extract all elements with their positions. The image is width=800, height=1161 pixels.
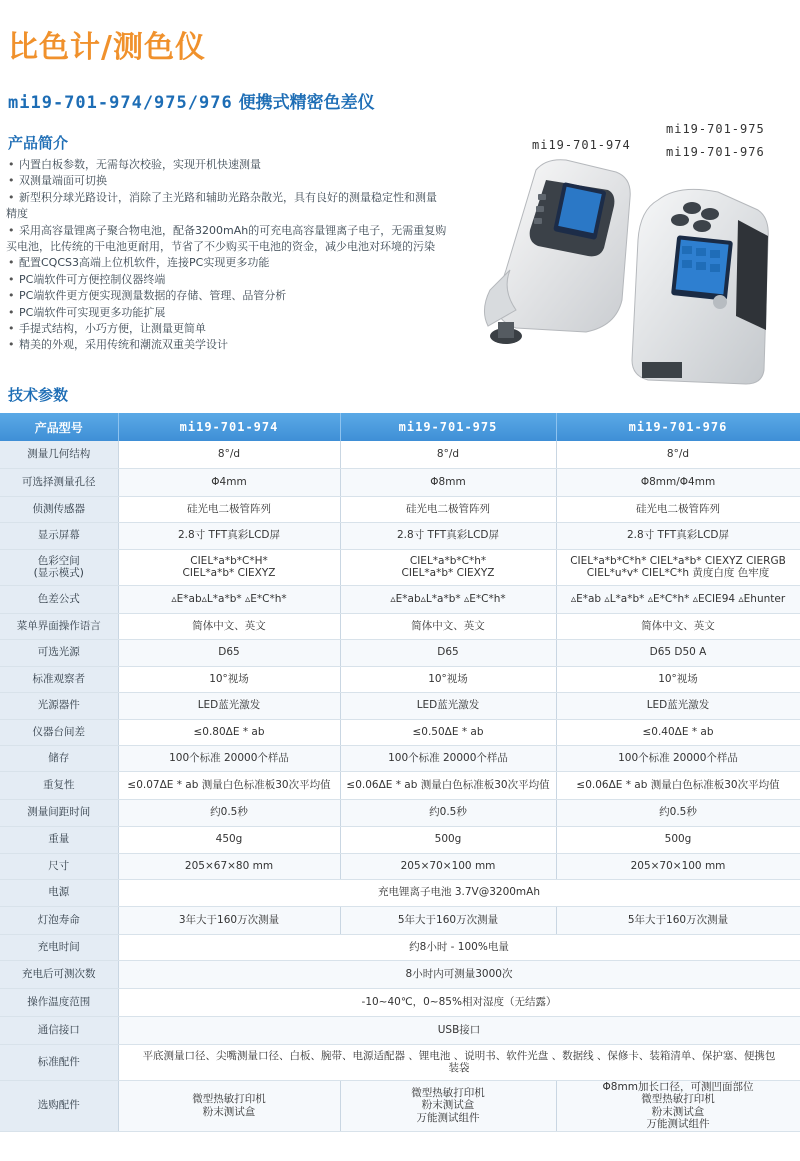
spec-row [0, 1044, 800, 1080]
spec-cell: ≤0.50ΔE * ab [340, 719, 556, 745]
product-title [8, 88, 375, 113]
spec-cell: 微型热敏打印机 粉末测试盒 [118, 1080, 340, 1131]
spec-heading: 技术参数 [8, 386, 69, 404]
feature-item: • PC端软件更方便实现测量数据的存储、管理、品管分析 [6, 288, 506, 304]
spec-header-976: mi19-701-976 [556, 413, 800, 441]
spec-cell: D65 [340, 639, 556, 666]
spec-row [0, 468, 800, 496]
spec-cell-shared: USB接口 [118, 1016, 800, 1044]
spec-header-974: mi19-701-974 [118, 413, 340, 441]
spec-header-975: mi19-701-975 [340, 413, 556, 441]
spec-row-label: 可选光源 [0, 639, 118, 666]
feature-item: • 新型积分球光路设计，消除了主光路和辅助光路杂散光，具有良好的测量稳定性和测量 [6, 190, 506, 206]
spec-cell: 205×70×100 mm [556, 853, 800, 879]
spec-cell-shared: -10~40℃，0~85%相对湿度（无结露） [118, 988, 800, 1016]
spec-cell: 500g [340, 826, 556, 853]
spec-row-label: 色彩空间 (显示模式) [0, 549, 118, 585]
spec-cell-shared: 约8小时 - 100%电量 [118, 934, 800, 960]
spec-cell: 简体中文、英文 [340, 613, 556, 639]
spec-cell: 微型热敏打印机 粉末测试盒 万能测试组件 [340, 1080, 556, 1131]
image-label-974: mi19-701-974 [532, 138, 631, 152]
spec-header-label: 产品型号 [0, 413, 118, 441]
spec-row-label: 测量几何结构 [0, 441, 118, 468]
spec-row-label: 菜单界面操作语言 [0, 613, 118, 639]
spec-row-label: 灯泡寿命 [0, 906, 118, 934]
spec-cell: ≤0.06ΔE * ab 测量白色标准板30次平均值 [340, 771, 556, 799]
spec-row-label: 重复性 [0, 771, 118, 799]
spec-cell: 硅光电二极管阵列 [556, 496, 800, 522]
spec-cell-shared: 平底测量口径、尖嘴测量口径、白板、腕带、电源适配器 、锂电池 、说明书、软件光盘 、数据线 、保修卡、装箱清单、保护塞、便携包 装袋 [118, 1044, 800, 1080]
feature-item: • PC端软件可方便控制仪器终端 [6, 272, 506, 288]
spec-cell: Φ8mm/Φ4mm [556, 468, 800, 496]
spec-row [0, 799, 800, 826]
spec-row-label: 重量 [0, 826, 118, 853]
feature-item: • 采用高容量锂离子聚合物电池，配备3200mAh的可充电高容量锂离子电子，无需重复购 [6, 223, 506, 239]
spec-row-label: 通信接口 [0, 1016, 118, 1044]
spec-cell: D65 [118, 639, 340, 666]
spec-cell: ▵E*ab ▵L*a*b* ▵E*C*h* ▵ECIE94 ▵Ehunter [556, 585, 800, 613]
spec-row [0, 906, 800, 934]
spec-row [0, 666, 800, 692]
spec-cell: ▵E*ab▵L*a*b* ▵E*C*h* [340, 585, 556, 613]
spec-row [0, 988, 800, 1016]
feature-item: • 精美的外观，采用传统和潮流双重美学设计 [6, 337, 506, 353]
page-title: 比色计/测色仪 [8, 30, 206, 65]
spec-row-label: 充电后可测次数 [0, 960, 118, 988]
spec-row [0, 549, 800, 585]
product-code: mi19-701-974/975/976 [8, 93, 233, 113]
feature-item: • 双测量端面可切换 [6, 173, 506, 189]
spec-row [0, 639, 800, 666]
spec-cell: 简体中文、英文 [118, 613, 340, 639]
spec-row [0, 853, 800, 879]
spec-row-label: 标准配件 [0, 1044, 118, 1080]
spec-row-label: 侦测传感器 [0, 496, 118, 522]
spec-row [0, 1080, 800, 1131]
spec-cell: 2.8寸 TFT真彩LCD屏 [118, 522, 340, 549]
spec-cell: 205×67×80 mm [118, 853, 340, 879]
spec-row-label: 储存 [0, 745, 118, 771]
feature-item: • 配置CQCS3高端上位机软件，连接PC实现更多功能 [6, 255, 506, 271]
image-label-976: mi19-701-976 [666, 145, 765, 159]
spec-cell: 10°视场 [118, 666, 340, 692]
spec-cell: 8°/d [340, 441, 556, 468]
spec-cell-shared: 8小时内可测量3000次 [118, 960, 800, 988]
spec-cell: 硅光电二极管阵列 [340, 496, 556, 522]
spec-table [0, 413, 800, 1132]
spec-cell: 8°/d [118, 441, 340, 468]
spec-cell: 约0.5秒 [556, 799, 800, 826]
spec-row [0, 692, 800, 719]
spec-cell: ≤0.40ΔE * ab [556, 719, 800, 745]
spec-cell: Φ4mm [118, 468, 340, 496]
spec-cell: CIEL*a*b*C*h* CIEL*a*b* CIEXYZ CIERGB CIEL*u*v* CIEL*C*h 黄度白度 色牢度 [556, 549, 800, 585]
spec-cell: 450g [118, 826, 340, 853]
spec-row-label: 显示屏幕 [0, 522, 118, 549]
spec-cell: 100个标准 20000个样品 [340, 745, 556, 771]
spec-row-label: 尺寸 [0, 853, 118, 879]
spec-cell: 10°视场 [340, 666, 556, 692]
spec-row-label: 仪器台间差 [0, 719, 118, 745]
spec-cell: 205×70×100 mm [340, 853, 556, 879]
spec-row [0, 585, 800, 613]
spec-cell: ▵E*ab▵L*a*b* ▵E*C*h* [118, 585, 340, 613]
spec-row [0, 719, 800, 745]
spec-cell: LED蓝光激发 [556, 692, 800, 719]
spec-cell: 约0.5秒 [340, 799, 556, 826]
spec-row [0, 1016, 800, 1044]
spec-row-label: 可选择测量孔径 [0, 468, 118, 496]
spec-cell: Φ8mm加长口径，可测凹面部位 微型热敏打印机 粉末测试盒 万能测试组件 [556, 1080, 800, 1131]
spec-cell: LED蓝光激发 [118, 692, 340, 719]
spec-cell: LED蓝光激发 [340, 692, 556, 719]
feature-item: 精度 [6, 207, 28, 221]
spec-cell: 8°/d [556, 441, 800, 468]
spec-cell: ≤0.80ΔE * ab [118, 719, 340, 745]
spec-cell: 硅光电二极管阵列 [118, 496, 340, 522]
spec-row-label: 测量间距时间 [0, 799, 118, 826]
spec-row [0, 522, 800, 549]
spec-cell: 100个标准 20000个样品 [556, 745, 800, 771]
spec-cell: ≤0.06ΔE * ab 测量白色标准板30次平均值 [556, 771, 800, 799]
image-label-975: mi19-701-975 [666, 122, 765, 136]
spec-row-label: 选购配件 [0, 1080, 118, 1131]
spec-row [0, 771, 800, 799]
spec-cell: 3年大于160万次测量 [118, 906, 340, 934]
feature-item: • 内置白板参数，无需每次校验，实现开机快速测量 [6, 157, 506, 173]
spec-cell: Φ8mm [340, 468, 556, 496]
spec-row [0, 496, 800, 522]
spec-cell: 100个标准 20000个样品 [118, 745, 340, 771]
spec-row-label: 标准观察者 [0, 666, 118, 692]
spec-cell: D65 D50 A [556, 639, 800, 666]
spec-cell: ≤0.07ΔE * ab 测量白色标准板30次平均值 [118, 771, 340, 799]
spec-cell: 5年大于160万次测量 [556, 906, 800, 934]
spec-row [0, 960, 800, 988]
spec-cell: 约0.5秒 [118, 799, 340, 826]
spec-row-label: 充电时间 [0, 934, 118, 960]
spec-row [0, 745, 800, 771]
feature-item: • PC端软件可实现更多功能扩展 [6, 305, 506, 321]
spec-cell: CIEL*a*b*C*h* CIEL*a*b* CIEXYZ [340, 549, 556, 585]
spec-row [0, 826, 800, 853]
spec-row-label: 色差公式 [0, 585, 118, 613]
spec-cell: 2.8寸 TFT真彩LCD屏 [556, 522, 800, 549]
spec-cell: 2.8寸 TFT真彩LCD屏 [340, 522, 556, 549]
spec-cell: 10°视场 [556, 666, 800, 692]
spec-cell: 500g [556, 826, 800, 853]
product-name: 便携式精密色差仪 [238, 93, 375, 113]
spec-row-label: 光源器件 [0, 692, 118, 719]
spec-cell: 5年大于160万次测量 [340, 906, 556, 934]
spec-row-label: 操作温度范围 [0, 988, 118, 1016]
spec-cell: CIEL*a*b*C*H* CIEL*a*b* CIEXYZ [118, 549, 340, 585]
spec-row [0, 879, 800, 906]
spec-header-row [0, 413, 800, 441]
spec-row [0, 613, 800, 639]
feature-item: • 手提式结构，小巧方便，让测量更简单 [6, 321, 506, 337]
spec-cell: 简体中文、英文 [556, 613, 800, 639]
feature-item: 买电池，比传统的干电池更耐用，节省了不少购买干电池的资金，减少电池对环境的污染 [6, 240, 435, 254]
colorimeter-975-976-image [618, 180, 778, 390]
intro-heading: 产品简介 [8, 134, 69, 152]
spec-row [0, 441, 800, 468]
spec-cell-shared: 充电锂离子电池 3.7V@3200mAh [118, 879, 800, 906]
spec-row [0, 934, 800, 960]
feature-list [6, 157, 506, 354]
spec-row-label: 电源 [0, 879, 118, 906]
